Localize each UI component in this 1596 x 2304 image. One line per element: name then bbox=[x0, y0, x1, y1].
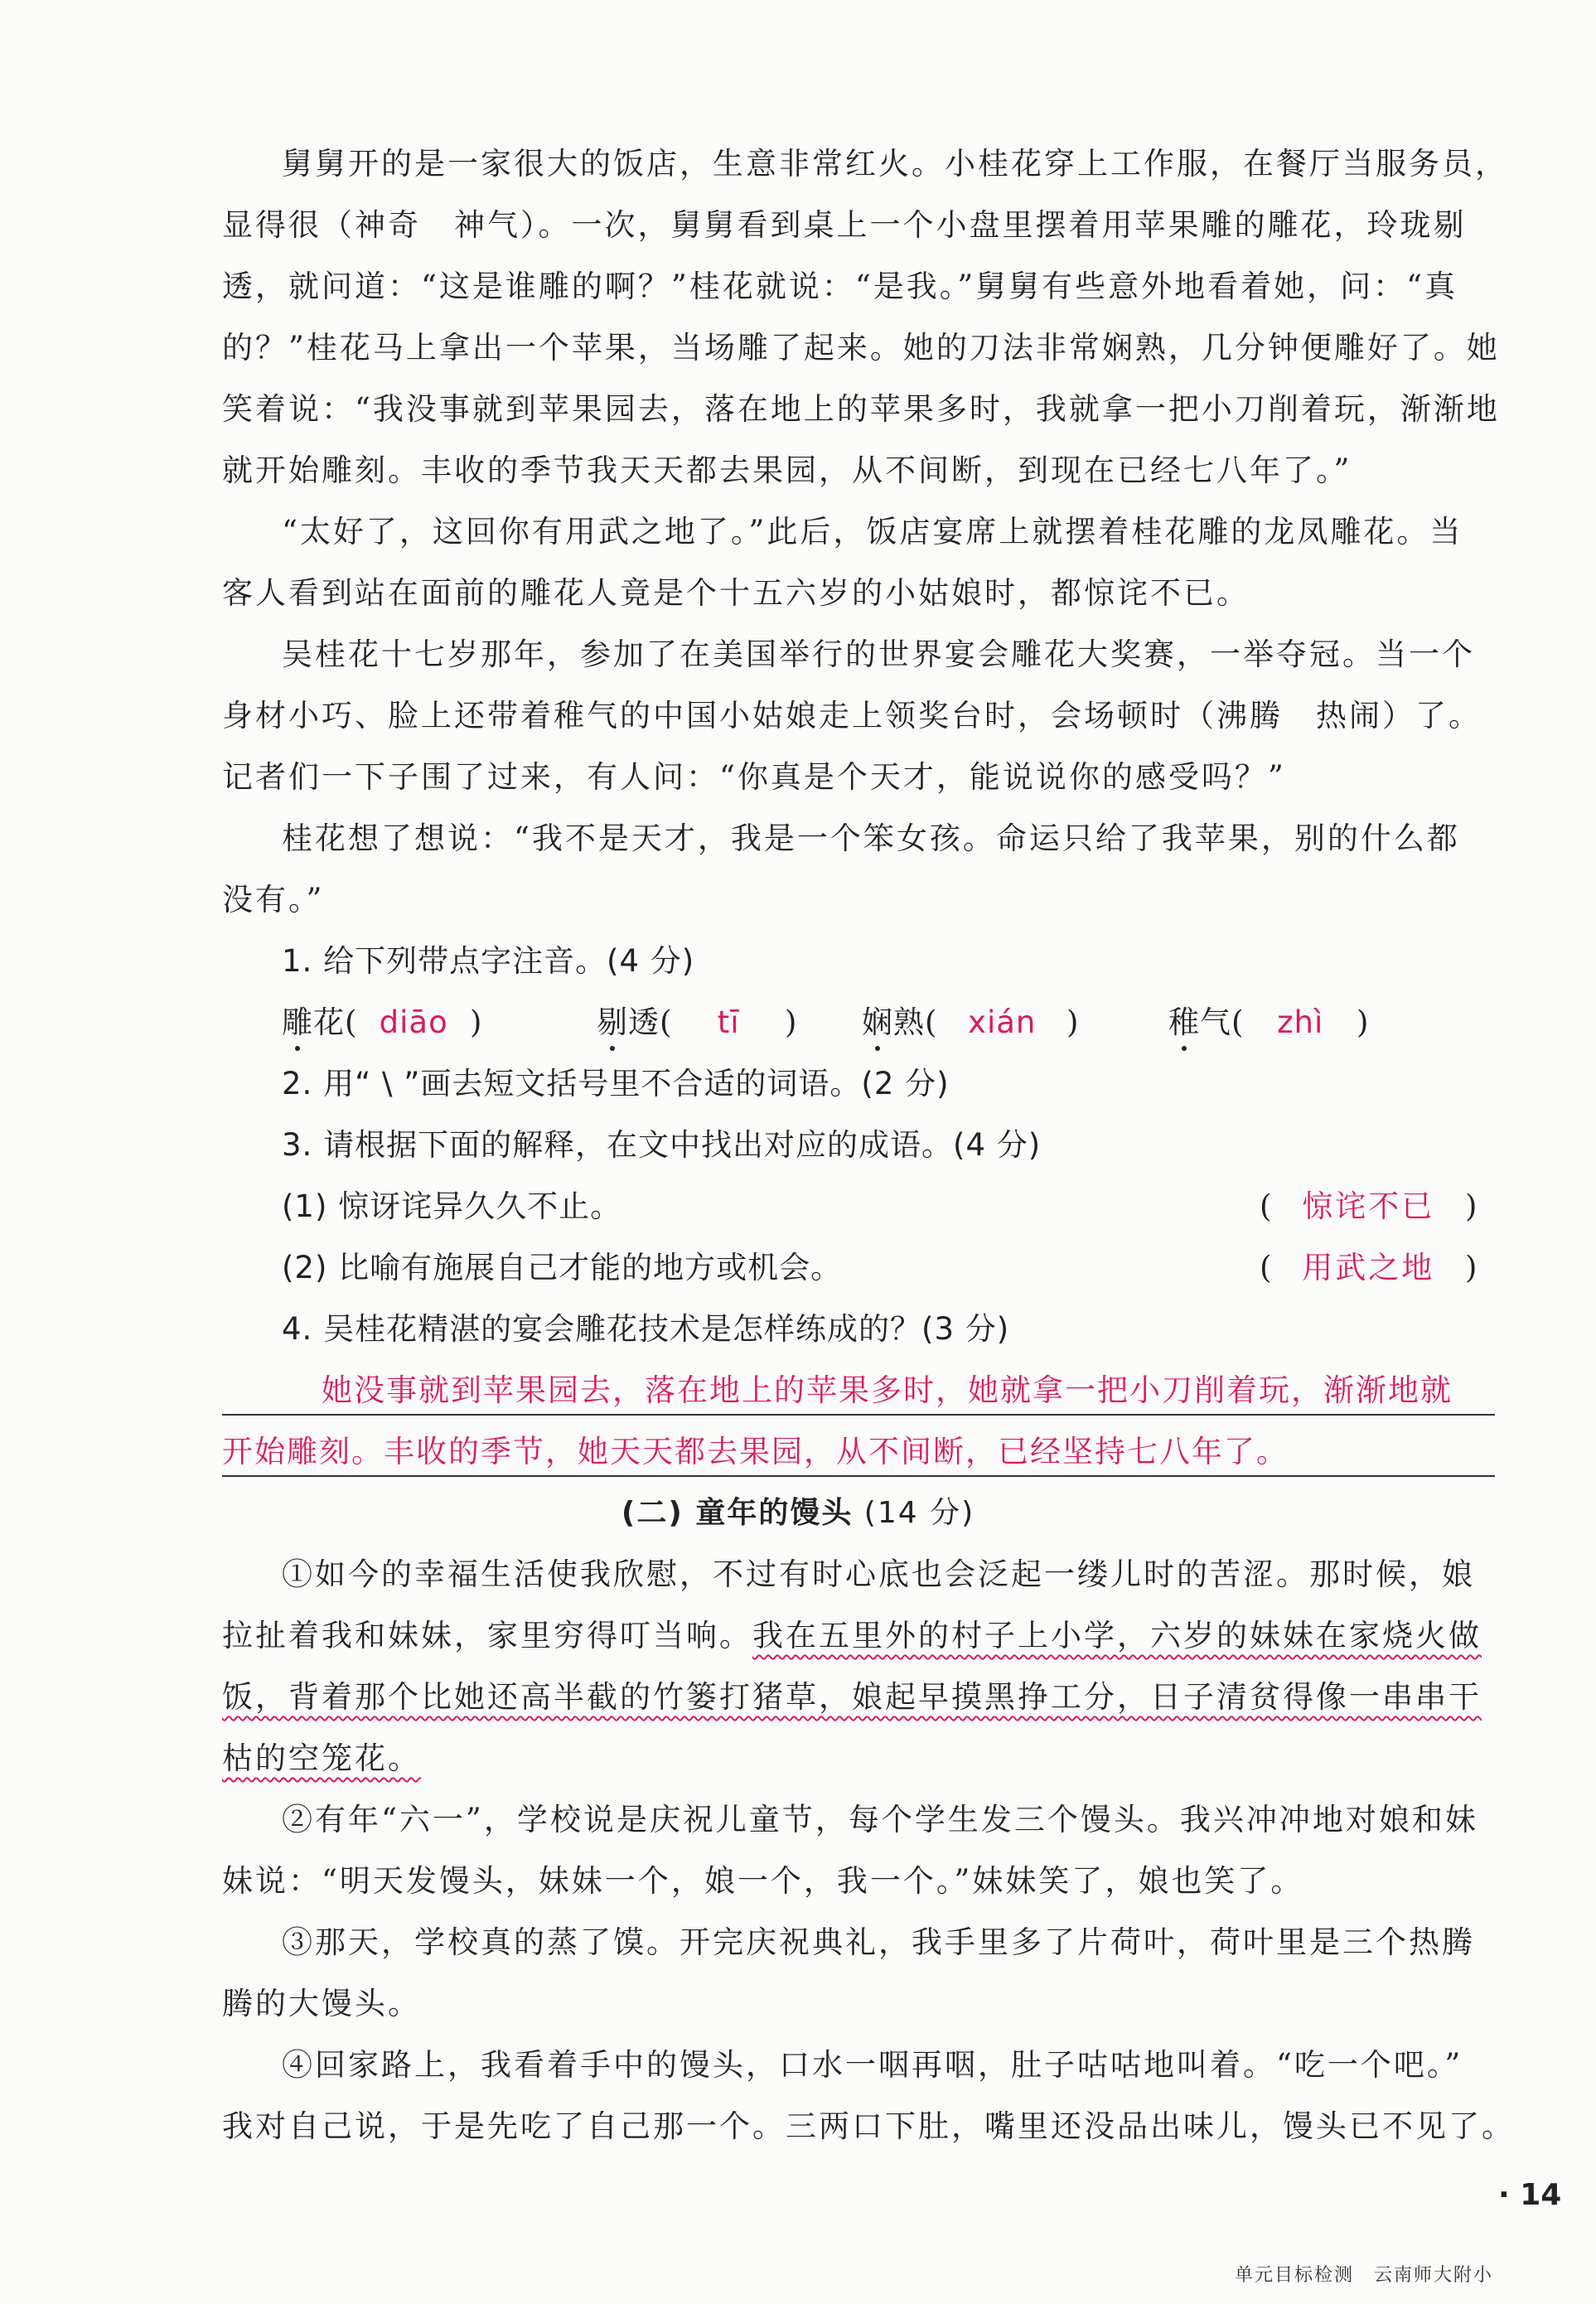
q1-item-4-answer[interactable]: zhì bbox=[1277, 1004, 1324, 1040]
page-number: · 14 bbox=[1498, 2178, 1562, 2212]
question-3-item-2-answer-box bbox=[1260, 1243, 1477, 1293]
s2-p2-line-2: 妹说：“明天发馒头，妹妹一个，娘一个，我一个。”妹妹笑了，娘也笑了。 bbox=[222, 1863, 1304, 1899]
story1-line-8: 客人看到站在面前的雕花人竟是个十五六岁的小姑娘时，都惊诧不已。 bbox=[222, 575, 1250, 611]
story1-line-1: 舅舅开的是一家很大的饭店，生意非常红火。小桂花穿上工作服，在餐厅当服务员， bbox=[282, 146, 1508, 182]
open-paren: ( bbox=[1260, 1188, 1272, 1224]
story1-line-5: 笑着说：“我没事就到苹果园去，落在地上的苹果多时，我就拿一把小刀削着玩，渐渐地 bbox=[222, 391, 1500, 427]
section-2-title: (二) 童年的馒头 bbox=[621, 1496, 854, 1530]
q1-item-3: 娴熟( xián ) bbox=[862, 998, 1079, 1048]
q1-item-3-answer[interactable]: xián bbox=[968, 1004, 1037, 1040]
story1-line-6: 就开始雕刻。丰收的季节我天天都去果园，从不间断，到现在已经七八年了。” bbox=[222, 453, 1352, 488]
question-3-item-2: (2) 比喻有施展自己才能的地方或机会。 bbox=[282, 1250, 843, 1285]
close-paren: ) bbox=[1464, 1188, 1478, 1224]
q1-item-4: 稚气( zhì ) bbox=[1168, 998, 1369, 1048]
story1-line-9: 吴桂花十七岁那年，参加了在美国举行的世界宴会雕花大奖赛，一举夺冠。当一个 bbox=[282, 637, 1475, 672]
q1-item-2: 剔透( tī ) bbox=[597, 998, 797, 1048]
question-4-answer-line-1[interactable]: 她没事就到苹果园去，落在地上的苹果多时，她就拿一把小刀削着玩，渐渐地就 bbox=[322, 1372, 1453, 1408]
s2-p3-line-1: ③那天，学校真的蒸了馍。开完庆祝典礼，我手里多了片荷叶，荷叶里是三个热腾 bbox=[282, 1924, 1475, 1960]
q1-item-2-dotted-char: 剔 bbox=[597, 998, 628, 1048]
q1-item-1: 雕花( diāo ) bbox=[282, 998, 482, 1048]
question-3-item-1: (1) 惊讶诧异久久不止。 bbox=[282, 1188, 622, 1224]
q1-item-1-rest: 花 bbox=[313, 1004, 345, 1040]
story1-line-10: 身材小巧、脸上还带着稚气的中国小姑娘走上领奖台时，会场顿时（沸腾 热闹）了。 bbox=[222, 698, 1482, 733]
question-3-item-1-answer-box bbox=[1260, 1182, 1477, 1232]
s2-p1-line-3 bbox=[222, 1672, 1495, 1722]
q1-item-1-answer[interactable]: diāo bbox=[379, 1004, 448, 1040]
q1-item-4-dotted-char: 稚 bbox=[1168, 998, 1200, 1048]
q1-item-4-rest: 气 bbox=[1200, 1004, 1231, 1040]
section-2-score: (14 分) bbox=[863, 1496, 975, 1530]
q1-item-1-dotted-char: 雕 bbox=[282, 998, 313, 1048]
story1-line-13: 没有。” bbox=[222, 882, 325, 917]
question-3-item-2-answer[interactable]: 用武之地 bbox=[1302, 1250, 1435, 1285]
s2-p1-line-2-plain: 拉扯着我和妹妹，家里穷得叮当响。 bbox=[222, 1618, 752, 1653]
answer-rule-1 bbox=[222, 1414, 1495, 1416]
story1-line-11: 记者们一下子围了过来，有人问：“你真是个天才，能说说你的感受吗？” bbox=[222, 759, 1286, 795]
question-3-item-1-answer[interactable]: 惊诧不已 bbox=[1302, 1188, 1435, 1224]
question-1-title: 1. 给下列带点字注音。(4 分) bbox=[282, 943, 695, 979]
q1-item-3-dotted-char: 娴 bbox=[862, 998, 893, 1048]
q1-item-2-rest: 透 bbox=[628, 1004, 660, 1040]
s2-p4-line-1: ④回家路上，我看着手中的馒头，口水一咽再咽，肚子咕咕地叫着。“吃一个吧。” bbox=[282, 2047, 1463, 2083]
open-paren: ( bbox=[1260, 1250, 1272, 1285]
s2-p2-line-1: ②有年“六一”，学校说是庆祝儿童节，每个学生发三个馒头。我兴冲冲地对娘和妹 bbox=[282, 1802, 1478, 1837]
question-2-title: 2. 用“ \ ”画去短文括号里不合适的词语。(2 分) bbox=[282, 1066, 950, 1101]
s2-p1-line-2 bbox=[222, 1611, 1495, 1661]
question-4-title: 4. 吴桂花精湛的宴会雕花技术是怎样练成的？(3 分) bbox=[282, 1311, 1010, 1347]
answer-rule-2 bbox=[222, 1475, 1495, 1477]
section-2-heading bbox=[0, 1488, 1596, 1538]
s2-p1-line-4-underlined: 枯的空笼花。 bbox=[222, 1740, 421, 1776]
question-4-answer-line-2[interactable]: 开始雕刻。丰收的季节，她天天都去果园，从不间断，已经坚持七八年了。 bbox=[222, 1434, 1289, 1469]
q1-item-2-answer[interactable]: tī bbox=[717, 1004, 740, 1040]
question-3-title: 3. 请根据下面的解释，在文中找出对应的成语。(4 分) bbox=[282, 1127, 1042, 1163]
story1-line-12: 桂花想了想说：“我不是天才，我是一个笨女孩。命运只给了我苹果，别的什么都 bbox=[282, 820, 1460, 856]
s2-p1-line-1: ①如今的幸福生活使我欣慰，不过有时心底也会泛起一缕儿时的苦涩。那时候，娘 bbox=[282, 1556, 1475, 1592]
footer-label: 单元目标检测 云南师大附小 bbox=[1235, 2265, 1494, 2286]
story1-line-2: 显得很（神奇 神气）。一次，舅舅看到桌上一个小盘里摆着用苹果雕的雕花，玲珑剔 bbox=[222, 207, 1467, 243]
story1-line-3: 透，就问道：“这是谁雕的啊？”桂花就说：“是我。”舅舅有些意外地看着她，问：“真 bbox=[222, 269, 1458, 304]
s2-p3-line-2: 腾的大馒头。 bbox=[222, 1986, 421, 2021]
s2-p1-line-4 bbox=[222, 1734, 1495, 1784]
s2-p1-line-3-underlined: 饭，背着那个比她还高半截的竹篓打猪草，娘起早摸黑挣工分，日子清贫得像一串串干 bbox=[222, 1679, 1482, 1715]
s2-p4-line-2: 我对自己说，于是先吃了自己那一个。三两口下肚，嘴里还没品出味儿，馒头已不见了。 bbox=[222, 2108, 1515, 2144]
s2-p1-line-2-underlined: 我在五里外的村子上小学，六岁的妹妹在家烧火做 bbox=[752, 1618, 1482, 1653]
close-paren: ) bbox=[1464, 1250, 1478, 1285]
story1-line-4: 的？”桂花马上拿出一个苹果，当场雕了起来。她的刀法非常娴熟，几分钟便雕好了。她 bbox=[222, 330, 1500, 365]
q1-item-3-rest: 熟 bbox=[893, 1004, 925, 1040]
story1-line-7: “太好了，这回你有用武之地了。”此后，饭店宴席上就摆着桂花雕的龙凤雕花。当 bbox=[282, 514, 1463, 549]
